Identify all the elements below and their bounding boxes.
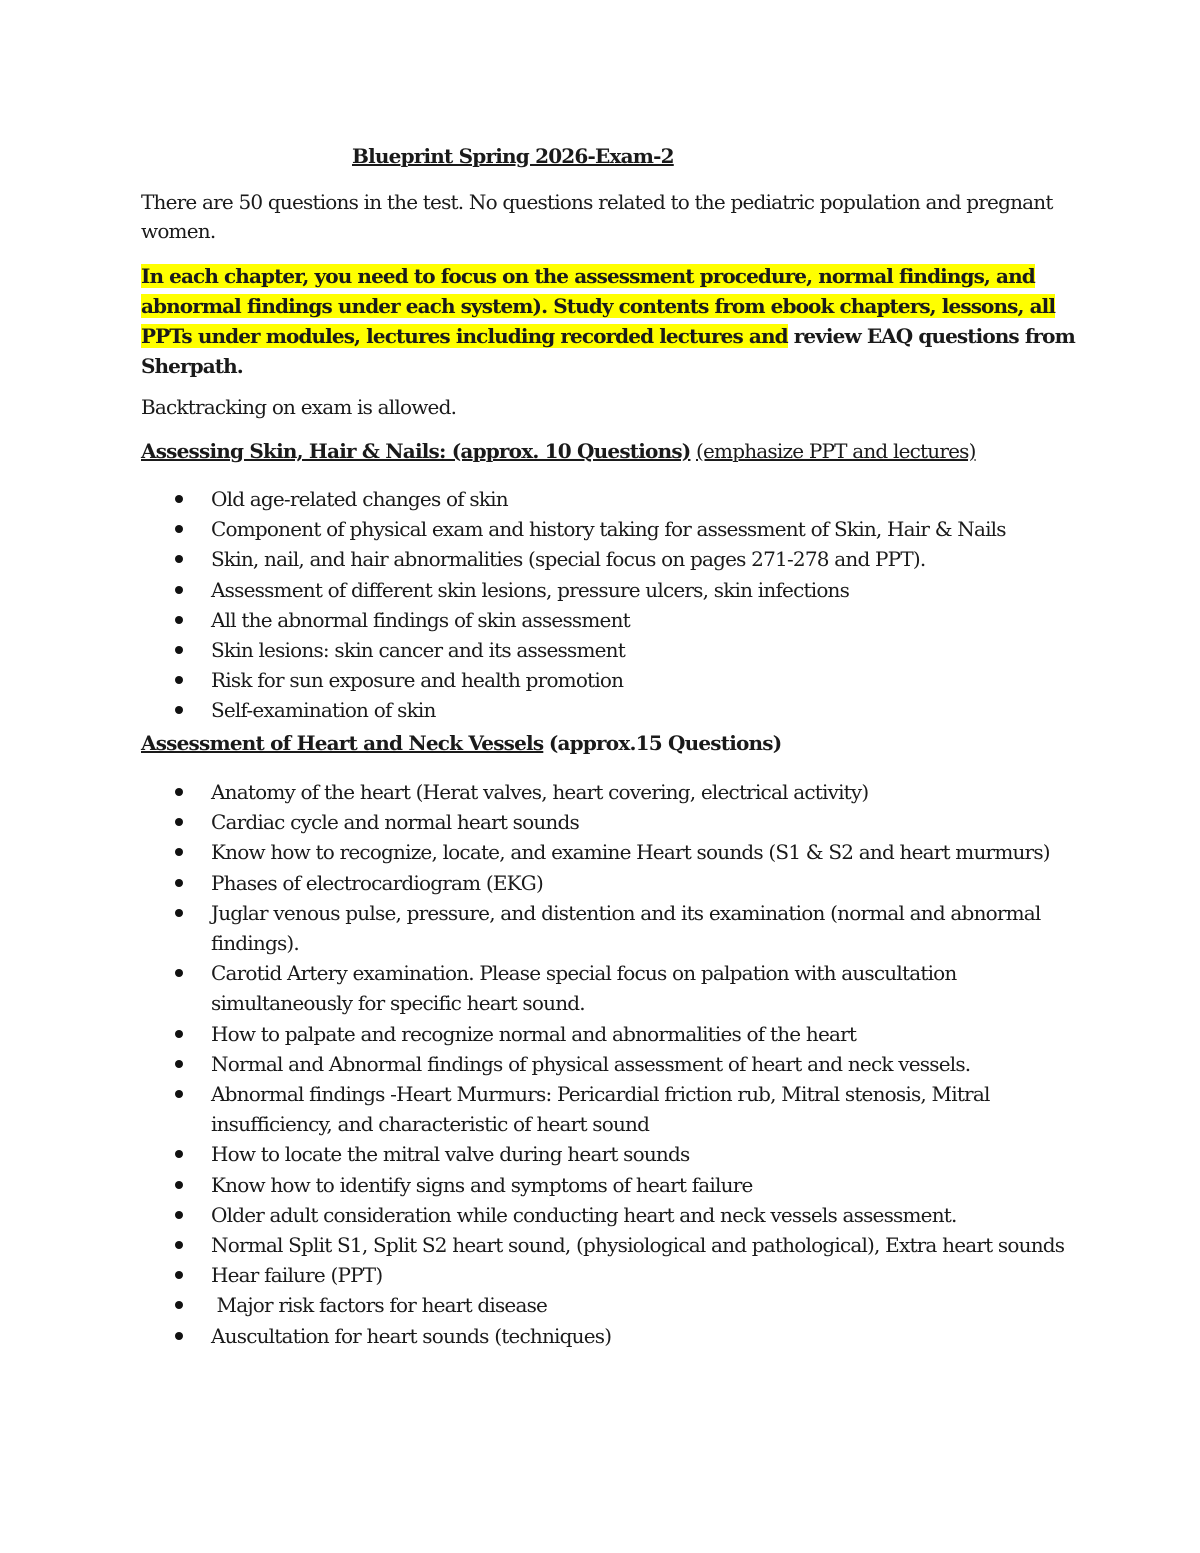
bullet-icon — [175, 1150, 183, 1158]
list-item-text: Phases of electrocardiogram (EKG) — [211, 870, 543, 895]
list-item — [0, 695, 1071, 725]
bullet-icon — [175, 1090, 183, 1098]
list-item-text: Skin, nail, and hair abnormalities (special focus on pages 271-278 and PPT). — [211, 547, 926, 572]
list-item-text: All the abnormal findings of skin assessment — [211, 607, 630, 632]
bullet-icon — [175, 969, 183, 977]
list-item — [0, 1200, 1071, 1230]
section-title-heart: Assessment of Heart and Neck Vessels — [141, 731, 544, 755]
bullet-icon — [175, 1241, 183, 1249]
focus-highlight-1: In each chapter, you need to focus on the assessment procedure, normal findings, and abnormal findings under each system). — [141, 264, 1035, 318]
list-item — [0, 1079, 1071, 1139]
list-item — [0, 1139, 1071, 1169]
bullet-icon — [175, 1271, 183, 1279]
heart-topic-list — [0, 777, 1080, 1351]
list-item-text: Normal Split S1, Split S2 heart sound, (physiological and pathological), Extra heart sounds — [211, 1233, 1065, 1258]
list-item — [0, 575, 1071, 605]
list-item-text: Major risk factors for heart disease — [211, 1293, 548, 1318]
backtracking-note: Backtracking on exam is allowed. — [141, 395, 457, 419]
list-item — [0, 807, 1071, 837]
bullet-icon — [175, 586, 183, 594]
list-item-text: Auscultation for heart sounds (techniques) — [211, 1323, 612, 1348]
list-item-text: Normal and Abnormal findings of physical assessment of heart and neck vessels. — [211, 1051, 971, 1076]
list-item-text: Know how to recognize, locate, and examine Heart sounds (S1 & S2 and heart murmurs) — [211, 840, 1050, 865]
list-item-text: Carotid Artery examination. Please special focus on palpation with auscultation simultaneously for specific heart sound. — [211, 961, 957, 1016]
bullet-icon — [175, 909, 183, 917]
list-item-text: Hear failure (PPT) — [211, 1263, 383, 1288]
bullet-icon — [175, 1030, 183, 1038]
list-item-text: Risk for sun exposure and health promotion — [211, 668, 624, 693]
section-title-skin: Assessing Skin, Hair & Nails: (approx. 10 Questions) — [141, 439, 691, 463]
list-item-text: How to locate the mitral valve during heart sounds — [211, 1142, 690, 1167]
focus-paragraph — [141, 261, 1081, 381]
list-item — [0, 635, 1071, 665]
list-item-text: Anatomy of the heart (Herat valves, heart covering, electrical activity) — [211, 780, 869, 804]
focus-highlight-2: Study contents from ebook chapters, lessons, all PPTs under modules, lectures including recorded lectures and — [141, 294, 1056, 348]
section-heading-heart — [141, 731, 781, 755]
bullet-icon — [175, 788, 183, 796]
bullet-icon — [175, 1332, 183, 1340]
section-heading-skin — [141, 439, 976, 463]
list-item-text: Skin lesions: skin cancer and its assessment — [211, 638, 625, 663]
list-item — [0, 665, 1071, 695]
list-item — [0, 958, 1071, 1018]
list-item-text: Component of physical exam and history taking for assessment of Skin, Hair & Nails — [211, 517, 1006, 542]
list-item-text: Know how to identify signs and symptoms of heart failure — [211, 1172, 753, 1197]
list-item — [0, 1290, 1071, 1320]
focus-plain: review EAQ questions from Sherpath. — [141, 324, 1075, 378]
list-item — [0, 1321, 1071, 1351]
list-item — [0, 484, 1071, 514]
bullet-icon — [175, 818, 183, 826]
list-item — [0, 1049, 1071, 1079]
list-item — [0, 837, 1071, 867]
list-item — [0, 605, 1071, 635]
list-item-text: Cardiac cycle and normal heart sounds — [211, 810, 579, 835]
list-item — [0, 544, 1071, 574]
section-note-skin: (emphasize PPT and lectures) — [696, 439, 976, 463]
list-item-text: How to palpate and recognize normal and abnormalities of the heart — [211, 1021, 857, 1046]
list-item — [0, 1230, 1071, 1260]
bullet-icon — [175, 1211, 183, 1219]
document-title: Blueprint Spring 2026-Exam-2 — [352, 144, 674, 168]
bullet-icon — [175, 495, 183, 503]
list-item — [0, 777, 1071, 807]
list-item-text: Abnormal findings -Heart Murmurs: Pericardial friction rub, Mitral stenosis, Mitral insufficiency, and characteristic of heart sound — [211, 1082, 990, 1137]
bullet-icon — [175, 848, 183, 856]
bullet-icon — [175, 1301, 183, 1309]
section-note-heart: (approx.15 Questions) — [548, 731, 782, 755]
bullet-icon — [175, 676, 183, 684]
list-item — [0, 868, 1071, 898]
list-item-text: Self-examination of skin — [211, 698, 436, 723]
bullet-icon — [175, 616, 183, 624]
bullet-icon — [175, 555, 183, 563]
bullet-icon — [175, 706, 183, 714]
list-item-text: Old age-related changes of skin — [211, 487, 508, 511]
list-item-text: Older adult consideration while conducting heart and neck vessels assessment. — [211, 1202, 957, 1227]
intro-paragraph: There are 50 questions in the test. No questions related to the pediatric population and pregnant women. — [141, 190, 1053, 243]
skin-topic-list — [0, 484, 1080, 726]
bullet-icon — [175, 1181, 183, 1189]
list-item — [0, 1019, 1071, 1049]
bullet-icon — [175, 1060, 183, 1068]
list-item — [0, 898, 1071, 958]
bullet-icon — [175, 646, 183, 654]
bullet-icon — [175, 525, 183, 533]
bullet-icon — [175, 879, 183, 887]
list-item-text: Assessment of different skin lesions, pressure ulcers, skin infections — [211, 577, 850, 602]
list-item — [0, 514, 1071, 544]
list-item-text: Juglar venous pulse, pressure, and distention and its examination (normal and abnormal findings). — [211, 900, 1041, 956]
list-item — [0, 1170, 1071, 1200]
list-item — [0, 1260, 1071, 1290]
